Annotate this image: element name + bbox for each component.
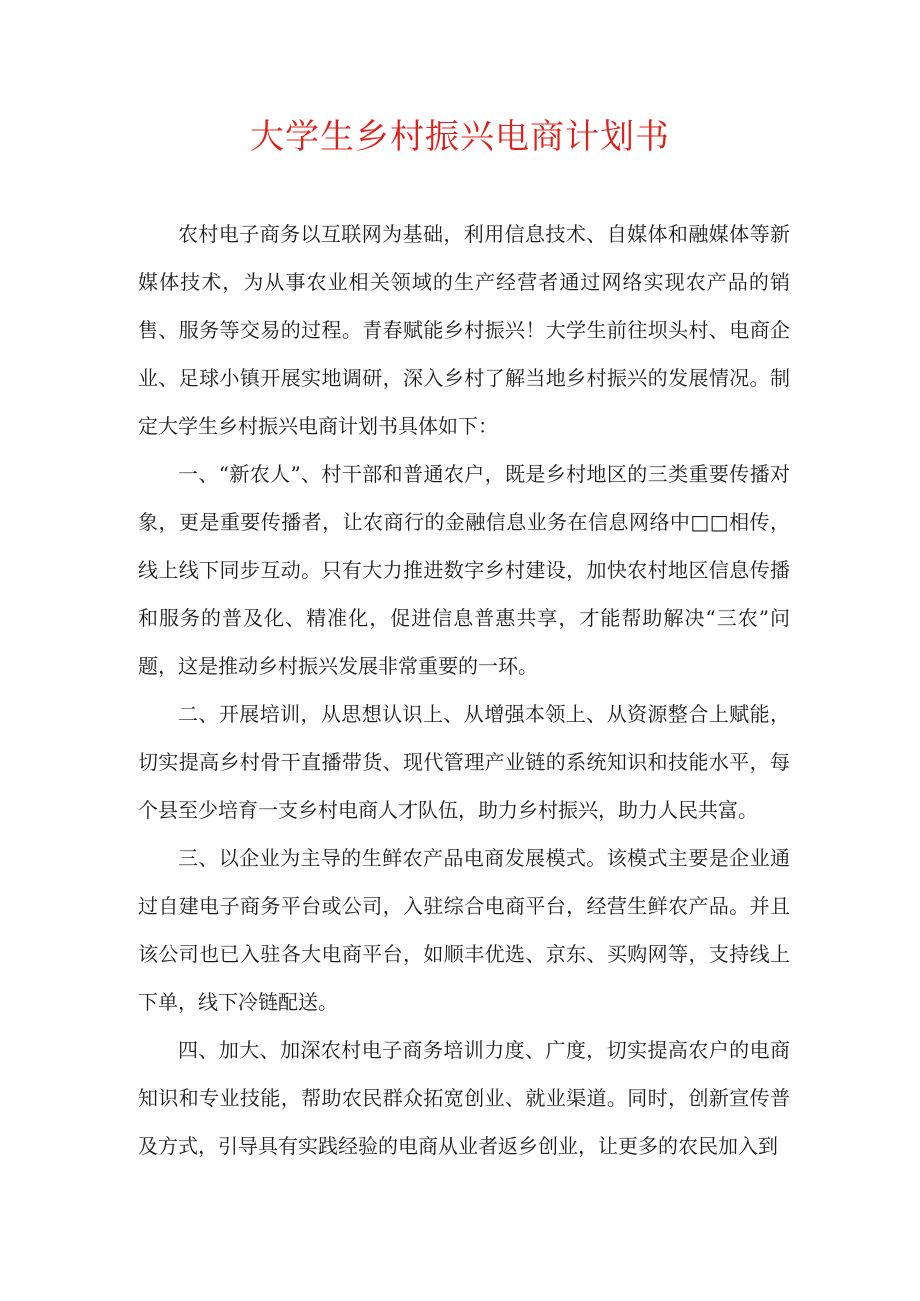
paragraph-point-3: 三、以企业为主导的生鲜农产品电商发展模式。该模式主要是企业通过自建电子商务平台或公司，入驻综合电商平台，经营生鲜农产品。并且该公司也已入驻各大电商平台，如顺丰优选、京东、买购网等，支持线上下单，线下冷链配送。 — [138, 846, 790, 1014]
document-title: 大学生乡村振兴电商计划书 — [250, 117, 670, 157]
paragraph-point-1: 一、“新农人”、村干部和普通农户，既是乡村地区的三类重要传播对象，更是重要传播者，让农商行的金融信息业务在信息网络中□□相传，线上线下同步互动。只有大力推进数字乡村建设，加快农村地区信息传播和服务的普及化、精准化，促进信息普惠共享，才能帮助解决“三农”问题，这是推动乡村振兴发展非常重要的一环。 — [138, 462, 790, 678]
paragraph-point-2: 二、开展培训，从思想认识上、从增强本领上、从资源整合上赋能，切实提高乡村骨干直播带货、现代管理产业链的系统知识和技能水平，每个县至少培育一支乡村电商人才队伍，助力乡村振兴，助力人民共富。 — [138, 702, 790, 822]
paragraph-intro: 农村电子商务以互联网为基础，利用信息技术、自媒体和融媒体等新媒体技术，为从事农业相关领域的生产经营者通过网络实现农产品的销售、服务等交易的过程。青春赋能乡村振兴！大学生前往坝头村、电商企业、足球小镇开展实地调研，深入乡村了解当地乡村振兴的发展情况。制定大学生乡村振兴电商计划书具体如下： — [138, 222, 790, 438]
document-body — [138, 210, 790, 1170]
paragraph-point-4: 四、加大、加深农村电子商务培训力度、广度，切实提高农户的电商知识和专业技能，帮助农民群众拓宽创业、就业渠道。同时，创新宣传普及方式，引导具有实践经验的电商从业者返乡创业，让更多的农民加入到 — [138, 1038, 790, 1158]
